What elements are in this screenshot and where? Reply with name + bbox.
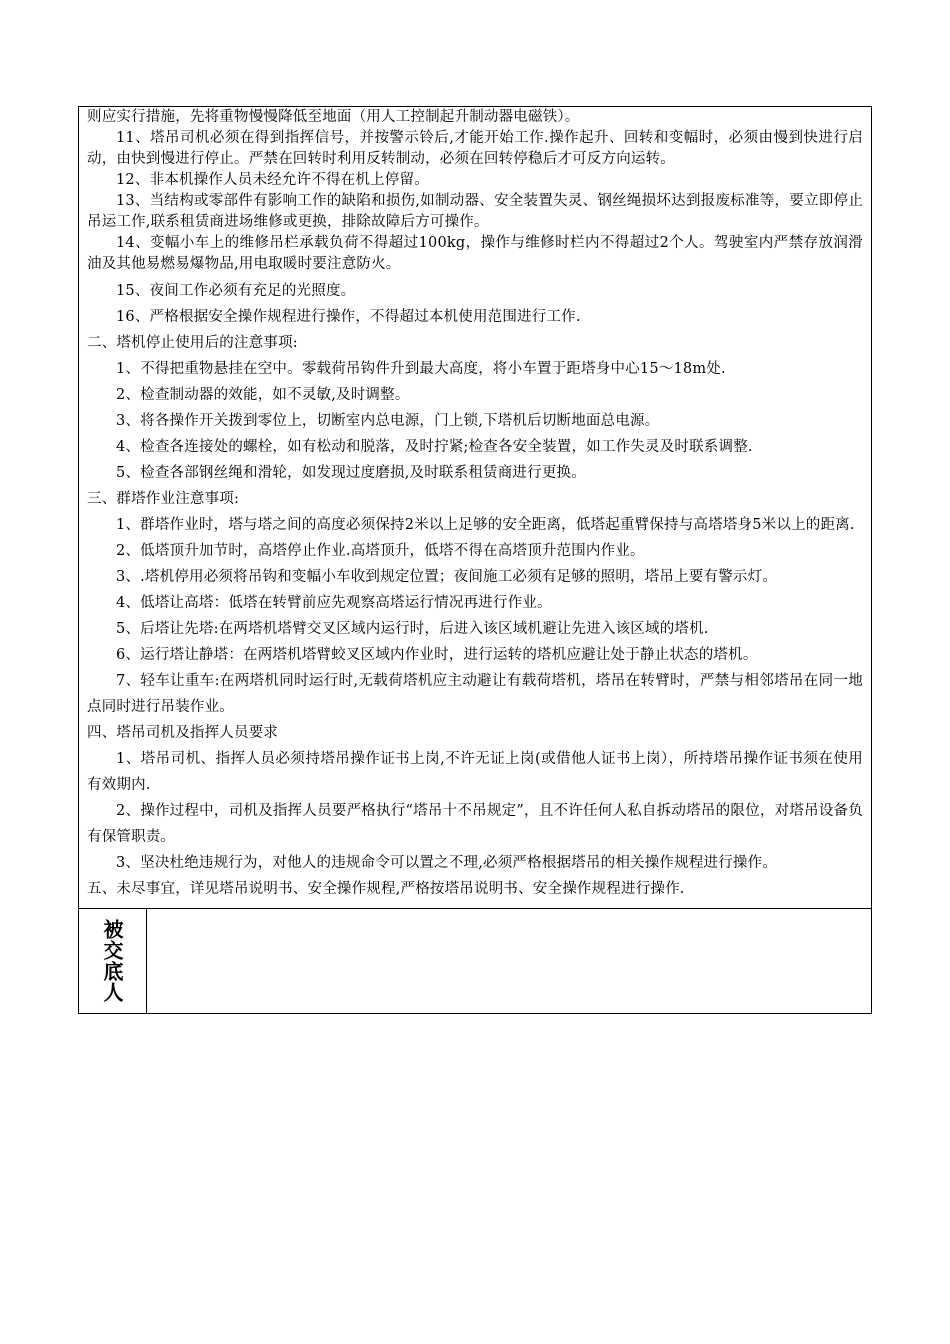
clause-paragraph: 2、检查制动器的效能，如不灵敏,及时调整。 <box>116 387 410 403</box>
clause-paragraph: 1、群塔作业时，塔与塔之间的高度必须保持2米以上足够的安全距离，低塔起重臂保持与高塔塔身5米以上的距离. <box>116 517 855 533</box>
clause-paragraph: 3、坚决杜绝违规行为，对他人的违规命令可以置之不理,必须严格根据塔吊的相关操作规程进行操作。 <box>116 855 778 871</box>
clause-paragraph: 5、后塔让先塔:在两塔机塔臂交叉区域内运行时，后进入该区域机避让先进入该区域的塔机. <box>116 621 709 637</box>
disclosure-table <box>78 106 872 1014</box>
section-heading: 四、塔吊司机及指挥人员要求 <box>87 725 279 741</box>
clause-paragraph: 3、.塔机停用必须将吊钩和变幅小车收到规定位置；夜间施工必须有足够的照明，塔吊上要有警示灯。 <box>116 569 778 585</box>
clause-paragraph: 13、当结构或零部件有影响工作的缺陷和损伤,如制动器、安全装置失灵、钢丝绳损坏达到报废标准等，要立即停止吊运工作,联系租赁商进场维修或更换，排除故障后方可操作。 <box>87 193 863 230</box>
clause-paragraph: 4、低塔让高塔：低塔在转臂前应先观察高塔运行情况再进行作业。 <box>116 595 552 611</box>
section-heading: 二、塔机停止使用后的注意事项: <box>87 335 298 351</box>
clause-paragraph: 1、不得把重物悬挂在空中。零载荷吊钩件升到最大高度，将小车置于距塔身中心15～18m处. <box>116 361 726 377</box>
signature-label: 被交底人 <box>100 919 124 1003</box>
clause-paragraph: 6、运行塔让静塔：在两塔机塔臂蛟叉区域内作业时，进行运转的塔机应避让处于静止状态的塔机。 <box>116 647 758 663</box>
section-heading: 三、群塔作业注意事项: <box>87 491 240 507</box>
clause-paragraph: 12、非本机操作人员未经允许不得在机上停留。 <box>116 172 429 188</box>
clause-paragraph: 16、严格根据安全操作规程进行操作，不得超过本机使用范围进行工作. <box>116 309 581 325</box>
content-cell <box>79 107 871 908</box>
signature-row <box>79 908 871 1013</box>
clause-paragraph: 7、轻车让重车:在两塔机同时运行时,无载荷塔机应主动避让有载荷塔机，塔吊在转臂时，严禁与相邻塔吊在同一地点同时进行吊装作业。 <box>87 673 863 715</box>
clause-paragraph: 3、将各操作开关拨到零位上，切断室内总电源，门上锁,下塔机后切断地面总电源。 <box>116 413 660 429</box>
clause-paragraph: 5、检查各部钢丝绳和滑轮，如发现过度磨损,及时联系租赁商进行更换。 <box>116 465 586 481</box>
section-heading: 五、未尽事宜，详见塔吊说明书、安全操作规程,严格按塔吊说明书、安全操作规程进行操作. <box>87 881 685 897</box>
section-heading: 则应实行措施，先将重物慢慢降低至地面（用人工控制起升制动器电磁铁）。 <box>87 109 580 125</box>
clause-paragraph: 1、塔吊司机、指挥人员必须持塔吊操作证书上岗,不许无证上岗(或借他人证书上岗），所持塔吊操作证书须在使用有效期内. <box>87 751 863 793</box>
clause-paragraph: 15、夜间工作必须有充足的光照度。 <box>116 283 356 299</box>
clause-paragraph: 14、变幅小车上的维修吊栏承载负荷不得超过100kg，操作与维修时栏内不得超过2个人。驾驶室内严禁存放润滑油及其他易燃易爆物品,用电取暖时要注意防火。 <box>87 235 863 272</box>
signature-field[interactable] <box>147 909 871 1013</box>
clause-paragraph: 2、操作过程中，司机及指挥人员要严格执行“塔吊十不吊规定”，且不许任何人私自拆动塔吊的限位，对塔吊设备负有保管职责。 <box>87 803 863 845</box>
signature-label-cell <box>79 909 147 1013</box>
clause-paragraph: 11、塔吊司机必须在得到指挥信号，并按警示铃后,才能开始工作.操作起升、回转和变幅时，必须由慢到快进行启动，由快到慢进行停止。严禁在回转时利用反转制动，必须在回转停稳后才可反方向运转。 <box>87 130 863 167</box>
clause-paragraph: 2、低塔顶升加节时，高塔停止作业.高塔顶升，低塔不得在高塔顶升范围内作业。 <box>116 543 645 559</box>
clause-paragraph: 4、检查各连接处的螺栓，如有松动和脱落，及时拧紧;检查各安全装置，如工作失灵及时联系调整. <box>116 439 753 455</box>
